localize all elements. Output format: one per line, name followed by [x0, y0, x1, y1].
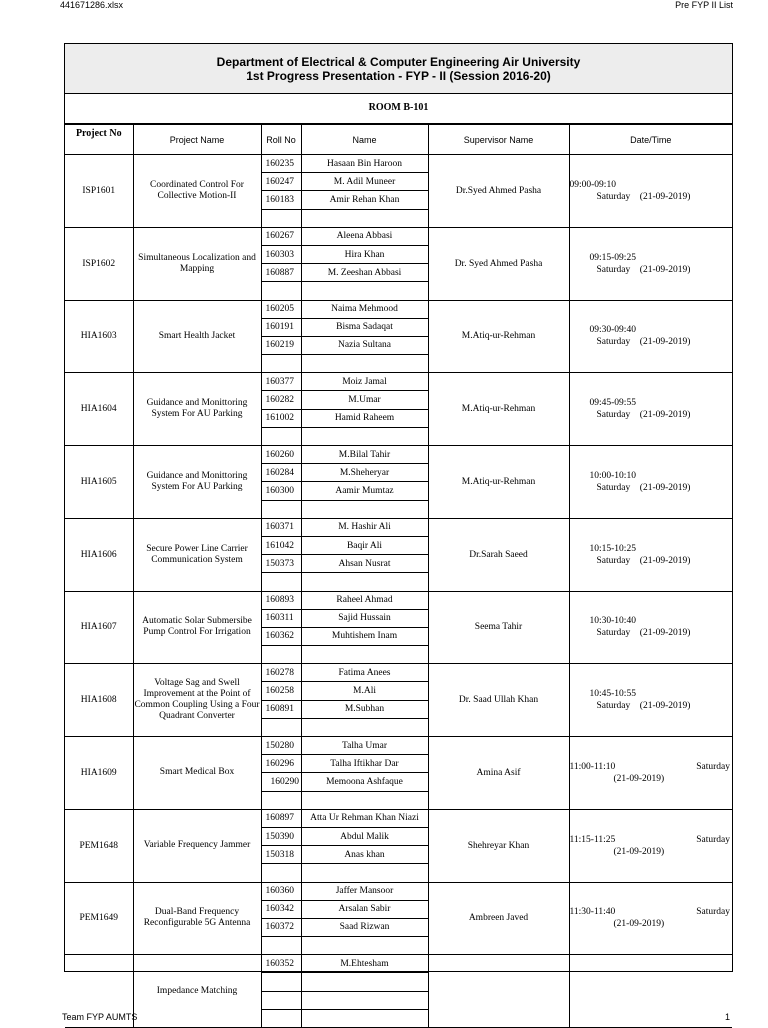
project-name-cell: Impedance Matching [133, 955, 261, 1028]
datetime-cell [569, 882, 732, 955]
project-no-cell: HIA1606 [65, 518, 133, 591]
student-name-cell: Moiz Jamal [301, 373, 428, 391]
day-label: Saturday [696, 834, 730, 845]
project-name-cell: Secure Power Line Carrier Communication System [133, 518, 261, 591]
student-name-cell: Nazia Sultana [301, 336, 428, 354]
student-name-cell [301, 991, 428, 1009]
roll-no-cell: 150390 [261, 827, 301, 845]
document-title [65, 43, 732, 94]
date-label: (21-09-2019) [613, 773, 665, 784]
footer-team: Team FYP AUMTS [62, 1012, 138, 1022]
roll-no-cell: 160372 [261, 918, 301, 936]
roll-no-cell: 160887 [261, 264, 301, 282]
student-name-cell [301, 973, 428, 991]
project-no-cell: ISP1601 [65, 155, 133, 228]
day-date-line [570, 700, 733, 712]
roll-no-cell: 160267 [261, 227, 301, 245]
student-name-cell: Talha Umar [301, 737, 428, 755]
roll-no-cell: 160260 [261, 446, 301, 464]
roll-no-cell: 160183 [261, 191, 301, 209]
roll-no-cell: 160219 [261, 336, 301, 354]
student-name-cell [301, 282, 428, 300]
roll-no-cell: 160300 [261, 482, 301, 500]
datetime-line [570, 834, 733, 846]
table-row [65, 300, 732, 318]
project-no-cell: HIA1603 [65, 300, 133, 373]
date-label: (21-09-2019) [639, 410, 691, 421]
col-roll-no: Roll No [261, 125, 301, 155]
project-no-cell: HIA1604 [65, 373, 133, 446]
date-label: (21-09-2019) [639, 628, 691, 639]
table-row [65, 373, 732, 391]
student-name-cell: Talha Iftikhar Dar [301, 755, 428, 773]
schedule-table [65, 124, 732, 1028]
project-no-cell: PEM1649 [65, 882, 133, 955]
time-slot: 11:00-11:10 [569, 761, 616, 772]
project-no-cell: HIA1609 [65, 737, 133, 810]
student-name-cell [301, 500, 428, 518]
datetime-line [570, 761, 733, 773]
roll-no-cell [261, 427, 301, 445]
roll-no-cell: 160247 [261, 173, 301, 191]
table-row [65, 955, 732, 973]
time-slot: 10:30-10:40 [589, 616, 636, 627]
student-name-cell: Arsalan Sabir [301, 900, 428, 918]
project-no-cell: HIA1605 [65, 446, 133, 519]
student-name-cell [301, 864, 428, 882]
student-name-cell: M. Zeeshan Abbasi [301, 264, 428, 282]
roll-no-cell: 160360 [261, 882, 301, 900]
table-row [65, 664, 732, 682]
roll-no-cell: 160893 [261, 591, 301, 609]
roll-no-cell: 150280 [261, 737, 301, 755]
roll-no-cell: 161002 [261, 409, 301, 427]
date-label: (21-09-2019) [613, 919, 665, 930]
roll-no-cell [261, 646, 301, 664]
roll-no-cell [261, 573, 301, 591]
roll-no-cell: 160191 [261, 318, 301, 336]
roll-no-cell: 160278 [261, 664, 301, 682]
supervisor-cell: Ambreen Javed [428, 882, 569, 955]
day-date-line [570, 191, 733, 203]
student-name-cell: Aleena Abbasi [301, 227, 428, 245]
project-no-cell: ISP1602 [65, 227, 133, 300]
file-name: 441671286.xlsx [60, 0, 124, 10]
supervisor-cell: Dr. Saad Ullah Khan [428, 664, 569, 737]
day-date-line [570, 264, 733, 276]
student-name-cell: Ahsan Nusrat [301, 555, 428, 573]
schedule-sheet [64, 43, 733, 996]
datetime-cell [569, 664, 732, 737]
student-name-cell: M.Ali [301, 682, 428, 700]
datetime-cell [569, 591, 732, 664]
day-date-line [570, 482, 733, 494]
student-name-cell: Jaffer Mansoor [301, 882, 428, 900]
col-datetime: Date/Time [569, 125, 732, 155]
roll-no-cell: 160235 [261, 155, 301, 173]
datetime-cell [569, 955, 732, 1028]
project-name-cell: Guidance and Monittoring System For AU Parking [133, 446, 261, 519]
day-label: Saturday [596, 482, 631, 493]
roll-no-cell: 161042 [261, 536, 301, 554]
roll-no-cell [261, 937, 301, 955]
student-name-cell: Abdul Malik [301, 827, 428, 845]
student-name-cell: Sajid Hussain [301, 609, 428, 627]
student-name-cell: Anas khan [301, 846, 428, 864]
student-name-cell [301, 646, 428, 664]
time-slot: 11:15-11:25 [569, 834, 616, 845]
project-name-cell: Smart Health Jacket [133, 300, 261, 373]
time-slot: 10:45-10:55 [589, 689, 636, 700]
table-row [65, 591, 732, 609]
date-label: (21-09-2019) [613, 846, 665, 857]
roll-no-cell: 160282 [261, 391, 301, 409]
time-slot: 11:30-11:40 [569, 907, 616, 918]
col-project-name: Project Name [133, 125, 261, 155]
student-name-cell [301, 573, 428, 591]
student-name-cell [301, 791, 428, 809]
roll-no-cell [261, 500, 301, 518]
col-project-no: Project No [65, 125, 133, 155]
student-name-cell: M.Sheheryar [301, 464, 428, 482]
day-label: Saturday [696, 907, 730, 918]
roll-no-cell: 160897 [261, 809, 301, 827]
table-header-row [65, 125, 732, 155]
student-name-cell: M.Umar [301, 391, 428, 409]
project-no-cell: PEM1648 [65, 809, 133, 882]
roll-no-cell: 160303 [261, 245, 301, 263]
supervisor-cell: Shehreyar Khan [428, 809, 569, 882]
day-label: Saturday [596, 628, 631, 639]
student-name-cell [301, 209, 428, 227]
datetime-cell [569, 809, 732, 882]
table-row [65, 737, 732, 755]
table-row [65, 155, 732, 173]
roll-no-cell [261, 791, 301, 809]
date-label: (21-09-2019) [639, 191, 691, 202]
roll-no-cell: 160205 [261, 300, 301, 318]
student-name-cell: Hira Khan [301, 245, 428, 263]
day-label: Saturday [696, 761, 730, 772]
datetime-cell [569, 446, 732, 519]
roll-no-cell [261, 864, 301, 882]
table-row [65, 518, 732, 536]
time-slot: 10:00-10:10 [589, 470, 636, 481]
datetime-cell [569, 155, 732, 228]
day-label: Saturday [596, 410, 631, 421]
datetime-line [570, 906, 733, 918]
roll-no-cell: 160362 [261, 627, 301, 645]
student-name-cell: Atta Ur Rehman Khan Niazi [301, 809, 428, 827]
roll-no-cell [261, 718, 301, 736]
day-date-line [570, 555, 733, 567]
roll-no-cell [261, 282, 301, 300]
student-name-cell: M.Bilal Tahir [301, 446, 428, 464]
date-label: (21-09-2019) [639, 482, 691, 493]
student-name-cell [301, 427, 428, 445]
supervisor-cell: Amina Asif [428, 737, 569, 810]
supervisor-cell: M.Atiq-ur-Rehman [428, 446, 569, 519]
student-name-cell: Fatima Anees [301, 664, 428, 682]
day-label: Saturday [596, 264, 631, 275]
supervisor-cell: Dr. Syed Ahmed Pasha [428, 227, 569, 300]
day-label: Saturday [596, 337, 631, 348]
table-row [65, 446, 732, 464]
student-name-cell: Hamid Raheem [301, 409, 428, 427]
day-label: Saturday [596, 555, 631, 566]
student-name-cell: Aamir Mumtaz [301, 482, 428, 500]
project-name-cell: Coordinated Control For Collective Motion-II [133, 155, 261, 228]
student-name-cell: Raheel Ahmad [301, 591, 428, 609]
day-label: Saturday [596, 191, 631, 202]
student-name-cell [301, 355, 428, 373]
project-name-cell: Smart Medical Box [133, 737, 261, 810]
roll-no-cell: 160290 [261, 773, 301, 791]
roll-no-cell [261, 209, 301, 227]
project-name-cell: Automatic Solar Submersibe Pump Control For Irrigation [133, 591, 261, 664]
project-name-cell: Simultaneous Localization and Mapping [133, 227, 261, 300]
student-name-cell: Saad Rizwan [301, 918, 428, 936]
student-name-cell: M.Ehtesham [301, 955, 428, 973]
project-name-cell: Variable Frequency Jammer [133, 809, 261, 882]
roll-no-cell: 160258 [261, 682, 301, 700]
table-row [65, 809, 732, 827]
student-name-cell [301, 1009, 428, 1027]
day-date-line [570, 627, 733, 639]
supervisor-cell: M.Atiq-ur-Rehman [428, 373, 569, 446]
time-slot: 09:00-09:10 [569, 179, 616, 190]
roll-no-cell: 150318 [261, 846, 301, 864]
roll-no-cell: 160284 [261, 464, 301, 482]
table-row [65, 227, 732, 245]
roll-no-cell: 160311 [261, 609, 301, 627]
room-label: ROOM B-101 [65, 94, 732, 124]
student-name-cell: M.Subhan [301, 700, 428, 718]
day-label: Saturday [596, 701, 631, 712]
roll-no-cell [261, 973, 301, 991]
student-name-cell: Bisma Sadaqat [301, 318, 428, 336]
datetime-cell [569, 227, 732, 300]
time-slot: 09:30-09:40 [589, 325, 636, 336]
student-name-cell [301, 937, 428, 955]
date-label: (21-09-2019) [639, 701, 691, 712]
project-name-cell: Dual-Band Frequency Reconfigurable 5G Antenna [133, 882, 261, 955]
table-row [65, 882, 732, 900]
supervisor-cell [428, 955, 569, 1028]
datetime-cell [569, 518, 732, 591]
student-name-cell: Baqir Ali [301, 536, 428, 554]
supervisor-cell: Seema Tahir [428, 591, 569, 664]
day-date-line [570, 336, 733, 348]
student-name-cell: Hasaan Bin Haroon [301, 155, 428, 173]
student-name-cell: Amir Rehan Khan [301, 191, 428, 209]
supervisor-cell: Dr.Syed Ahmed Pasha [428, 155, 569, 228]
page-number: 1 [724, 1012, 730, 1022]
student-name-cell [301, 718, 428, 736]
project-no-cell: HIA1607 [65, 591, 133, 664]
supervisor-cell: M.Atiq-ur-Rehman [428, 300, 569, 373]
date-label: (21-09-2019) [639, 264, 691, 275]
roll-no-cell: 160891 [261, 700, 301, 718]
project-name-cell: Guidance and Monittoring System For AU Parking [133, 373, 261, 446]
student-name-cell: Naima Mehmood [301, 300, 428, 318]
roll-no-cell: 160352 [261, 955, 301, 973]
project-no-cell: HIA1608 [65, 664, 133, 737]
roll-no-cell: 160377 [261, 373, 301, 391]
title-line-2: 1st Progress Presentation - FYP - II (Session 2016-20) [246, 69, 551, 83]
student-name-cell: Memoona Ashfaque [301, 773, 428, 791]
col-name: Name [301, 125, 428, 155]
time-slot: 10:15-10:25 [589, 543, 636, 554]
roll-no-cell: 160296 [261, 755, 301, 773]
date-label: (21-09-2019) [639, 337, 691, 348]
title-line-1: Department of Electrical & Computer Engineering Air University [216, 55, 581, 69]
student-name-cell: M. Hashir Ali [301, 518, 428, 536]
col-supervisor: Supervisor Name [428, 125, 569, 155]
sheet-title: Pre FYP II List [675, 0, 733, 10]
time-slot: 09:15-09:25 [589, 252, 636, 263]
day-date-line [570, 409, 733, 421]
datetime-cell [569, 737, 732, 810]
time-slot: 09:45-09:55 [589, 398, 636, 409]
roll-no-cell: 150373 [261, 555, 301, 573]
roll-no-cell [261, 1009, 301, 1027]
roll-no-cell [261, 355, 301, 373]
supervisor-cell: Dr.Sarah Saeed [428, 518, 569, 591]
roll-no-cell: 160342 [261, 900, 301, 918]
datetime-cell [569, 300, 732, 373]
date-label: (21-09-2019) [639, 555, 691, 566]
datetime-cell [569, 373, 732, 446]
student-name-cell: M. Adil Muneer [301, 173, 428, 191]
student-name-cell: Muhtishem Inam [301, 627, 428, 645]
roll-no-cell: 160371 [261, 518, 301, 536]
project-name-cell: Voltage Sag and Swell Improvement at the Point of Common Coupling Using a Four Quadrant Converter [133, 664, 261, 737]
roll-no-cell [261, 991, 301, 1009]
